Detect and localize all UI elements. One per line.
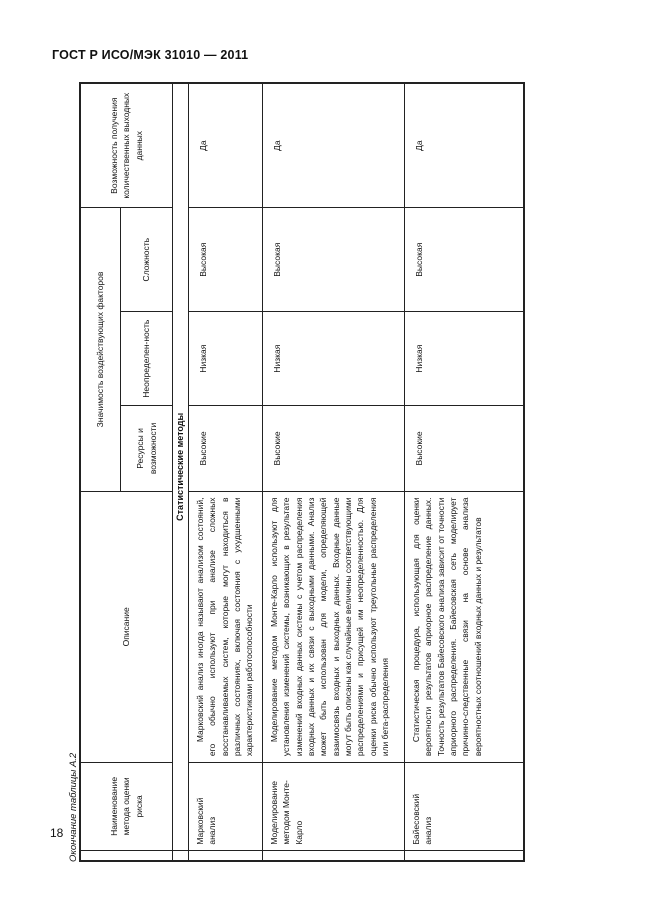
row-bayes-name: Байесовский анализ — [405, 763, 524, 850]
row-markov-resources: Высокие — [189, 406, 263, 491]
document-header: ГОСТ Р ИСО/МЭК 31010 — 2011 — [52, 48, 249, 62]
row-montecarlo-name: Моделирование методом Монте-Карло — [263, 763, 405, 850]
th-name: Наименование метода оценки риска — [81, 763, 173, 850]
row-markov-uncertainty: Низкая — [189, 311, 263, 405]
th-quantitative: Возможность получения количественных выходных данных — [81, 84, 173, 208]
th-description: Описание — [81, 491, 173, 763]
row-montecarlo-resources: Высокие — [263, 406, 405, 491]
row-montecarlo-uncertainty: Низкая — [263, 311, 405, 405]
row-markov-complexity: Высокая — [189, 208, 263, 312]
row-montecarlo-quantitative: Да — [263, 84, 405, 208]
risk-table-grid — [80, 83, 524, 861]
row-bayes-uncertainty: Низкая — [405, 311, 524, 405]
th-resources: Ресурсы и возможности — [121, 406, 173, 491]
th-factors: Значимость воздействующих факторов — [81, 208, 121, 491]
row-bayes-description: Статистическая процедура, использующая для оценки вероятности результатов априорное распределение данных. Точность результатов Байесовского анализа зависит от точности априорного распределения. Байесовская сеть моделирует причинно-следственные связи на основе анализа вероятностных соотношений входных данных и результатов — [405, 491, 524, 763]
row-bayes-resources: Высокие — [405, 406, 524, 491]
row-markov-name: Марковский анализ — [189, 763, 263, 850]
row-markov-quantitative: Да — [189, 84, 263, 208]
row-markov-description: Марковский анализ иногда называют анализом состояний, его обычно используют при анализе сложных восстанавливаемых систем, которые могут находиться в различных состояниях, включая состояния с ухудшенными характеристиками работоспособности — [189, 491, 263, 763]
row-bayes-complexity: Высокая — [405, 208, 524, 312]
row-montecarlo-complexity: Высокая — [263, 208, 405, 312]
rotated-page — [67, 82, 527, 862]
risk-table — [79, 82, 525, 862]
table-caption-final: Окончание таблицы А.2 — [68, 752, 79, 862]
table-row — [405, 84, 524, 861]
th-uncertainty: Неопределен-ность — [121, 311, 173, 405]
table-row — [263, 84, 405, 861]
row-bayes-quantitative: Да — [405, 84, 524, 208]
page-number: 18 — [50, 826, 64, 840]
th-complexity: Сложность — [121, 208, 173, 312]
table-row — [189, 84, 263, 861]
row-montecarlo-description: Моделирование методом Монте-Карло используют для установления изменений системы, возникающих в результате изменений входных данных системы с учетом распределения входных данных и их связи с выходными данными. Анализ может быть использован для модели, определяющей взаимосвязь входных и выходных данных. Входные данные могут быть описаны как случайные величины соответствующими распределениями и присущей им неопределенностью. Для оценки риска обычно используют треугольные распределения или бета-распределения — [263, 491, 405, 763]
section-statistical: Статистические методы — [173, 84, 189, 851]
